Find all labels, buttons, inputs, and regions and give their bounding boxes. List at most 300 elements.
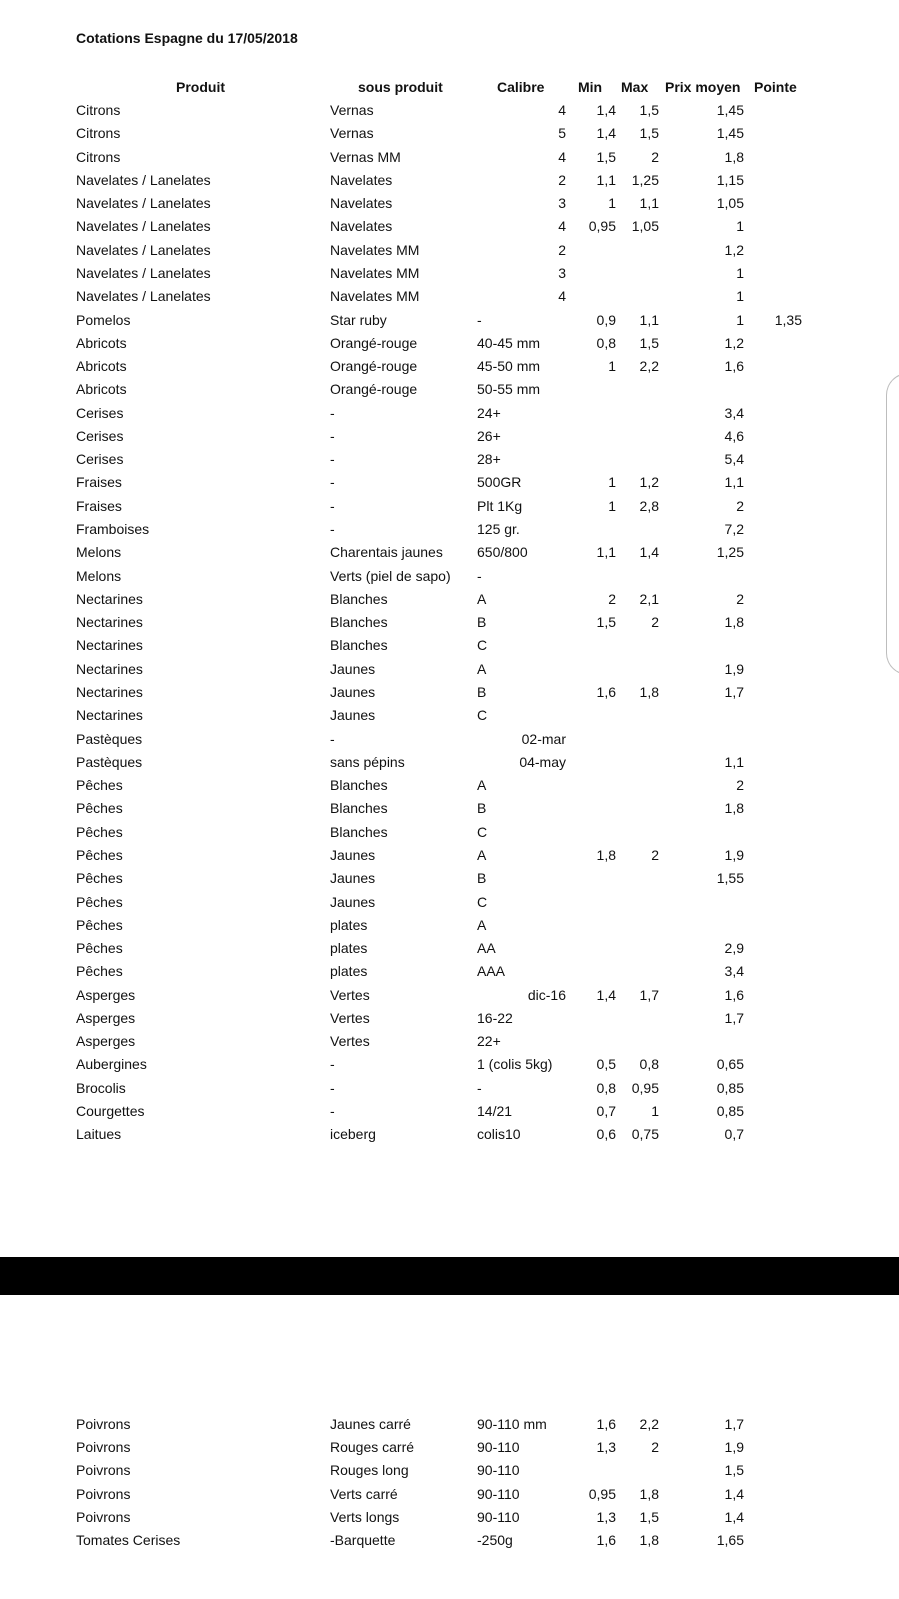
cell-produit: Nectarines <box>76 590 143 607</box>
cell-calibre: 125 gr. <box>477 521 520 538</box>
cell-sous-produit: Vertes <box>330 1009 370 1026</box>
cell-min: 1,8 <box>596 846 616 863</box>
cell-prix-moyen: 1,6 <box>724 358 744 375</box>
cell-prix-moyen: 1,25 <box>716 544 744 561</box>
cell-calibre: 1 (colis 5kg) <box>477 1056 553 1073</box>
cell-prix-moyen: 1,15 <box>716 171 744 188</box>
cell-pointe: 1,35 <box>774 311 802 328</box>
cell-prix-moyen: 1,8 <box>724 800 744 817</box>
cell-calibre: 4 <box>558 218 566 235</box>
cell-prix-moyen: 1 <box>736 288 744 305</box>
cell-sous-produit: Navelates MM <box>330 241 420 258</box>
cell-prix-moyen: 1,9 <box>724 1439 744 1456</box>
cell-sous-produit: Jaunes <box>330 846 376 863</box>
cell-prix-moyen: 1,2 <box>724 334 744 351</box>
cell-prix-moyen: 1,8 <box>724 614 744 631</box>
cell-produit: Cerises <box>76 427 124 444</box>
cell-calibre: AAA <box>477 963 506 980</box>
table-row <box>0 448 899 470</box>
cell-prix-moyen: 1 <box>736 311 744 328</box>
cell-produit: Navelates / Lanelates <box>76 171 211 188</box>
cell-produit: Pêches <box>76 963 123 980</box>
cell-sous-produit: Orangé-rouge <box>330 358 418 375</box>
cell-max: 1,5 <box>639 102 659 118</box>
cell-calibre: 3 <box>558 195 566 212</box>
cell-calibre: 50-55 mm <box>477 381 541 398</box>
cell-prix-moyen: 0,85 <box>716 1079 744 1096</box>
cell-sous-produit: iceberg <box>330 1126 376 1143</box>
cell-max: 1,05 <box>631 218 659 235</box>
cell-produit: Courgettes <box>76 1103 145 1120</box>
cell-sous-produit: Verts carré <box>330 1485 398 1502</box>
cell-calibre: 40-45 mm <box>477 334 541 351</box>
table-row <box>0 658 899 680</box>
cell-calibre: 4 <box>558 102 566 118</box>
cell-calibre: colis10 <box>477 1126 521 1143</box>
table-row <box>0 1123 899 1145</box>
cell-max: 1,8 <box>639 684 659 700</box>
cell-sous-produit: Vernas MM <box>330 148 401 165</box>
cell-prix-moyen: 1,7 <box>724 1009 744 1026</box>
cell-produit: Nectarines <box>76 684 143 700</box>
cell-sous-produit: Vertes <box>330 986 370 1003</box>
cell-max: 2 <box>651 148 659 165</box>
cell-prix-moyen: 2 <box>736 777 744 794</box>
cell-produit: Laitues <box>76 1126 122 1143</box>
cell-prix-moyen: 1,7 <box>724 684 744 700</box>
cell-min: 0,5 <box>596 1056 616 1073</box>
cell-min: 1,4 <box>596 102 616 118</box>
cell-produit: Navelates / Lanelates <box>76 218 211 235</box>
cell-produit: Nectarines <box>76 660 143 677</box>
table-row <box>0 844 899 866</box>
table-row <box>0 984 899 1006</box>
cell-sous-produit: Jaunes <box>330 660 376 677</box>
cell-produit: Poivrons <box>76 1439 131 1456</box>
cell-prix-moyen: 1,4 <box>724 1485 744 1502</box>
table-row <box>0 215 899 237</box>
cell-calibre: 90-110 <box>477 1462 520 1479</box>
cell-sous-produit: Navelates <box>330 171 393 188</box>
cell-calibre: A <box>477 916 487 933</box>
cell-prix-moyen: 1,1 <box>724 753 744 770</box>
header-pointe: Pointe <box>754 79 797 95</box>
cell-produit: Pêches <box>76 870 123 887</box>
cell-sous-produit: - <box>330 730 335 747</box>
cell-sous-produit: Blanches <box>330 614 388 631</box>
cell-prix-moyen: 0,85 <box>716 1103 744 1120</box>
cell-sous-produit: Blanches <box>330 590 388 607</box>
cell-max: 1,5 <box>639 1508 659 1525</box>
cell-produit: Asperges <box>76 1033 136 1050</box>
header-calibre: Calibre <box>497 79 545 95</box>
cell-min: 1,6 <box>596 1416 616 1432</box>
cell-prix-moyen: 1,45 <box>716 125 744 142</box>
cell-prix-moyen: 1,2 <box>724 241 744 258</box>
cell-prix-moyen: 1 <box>736 264 744 281</box>
table-row <box>0 239 899 261</box>
cell-sous-produit: Rouges long <box>330 1462 409 1479</box>
black-separator-band <box>0 1257 899 1295</box>
cell-max: 2 <box>651 846 659 863</box>
cell-calibre: 28+ <box>477 451 501 468</box>
cell-sous-produit: Verts (piel de sapo) <box>330 567 451 584</box>
cell-prix-moyen: 5,4 <box>724 451 744 468</box>
cell-produit: Citrons <box>76 102 121 118</box>
cell-max: 1 <box>651 1103 659 1120</box>
cell-produit: Navelates / Lanelates <box>76 241 211 258</box>
cell-calibre: 90-110 <box>477 1485 520 1502</box>
cell-sous-produit: - <box>330 451 335 468</box>
cell-prix-moyen: 1 <box>736 218 744 235</box>
cell-calibre: 3 <box>558 264 566 281</box>
cell-sous-produit: Vernas <box>330 102 374 118</box>
cell-sous-produit: sans pépins <box>330 753 405 770</box>
table-row <box>0 169 899 191</box>
cell-produit: Pêches <box>76 846 123 863</box>
table-row <box>0 1007 899 1029</box>
cell-produit: Nectarines <box>76 637 143 654</box>
cell-sous-produit: Navelates <box>330 218 393 235</box>
cell-max: 1,1 <box>639 311 659 328</box>
cell-max: 1,8 <box>639 1532 659 1548</box>
table-row <box>0 867 899 889</box>
cell-sous-produit: Blanches <box>330 777 388 794</box>
cell-calibre: 2 <box>558 171 566 188</box>
cell-calibre: 14/21 <box>477 1103 513 1120</box>
cell-sous-produit: Star ruby <box>330 311 387 328</box>
cell-sous-produit: Vertes <box>330 1033 370 1050</box>
cell-produit: Tomates Cerises <box>76 1532 181 1548</box>
cell-calibre: 90-110 mm <box>477 1416 547 1432</box>
cell-prix-moyen: 1,5 <box>724 1462 744 1479</box>
table-row <box>0 1436 899 1458</box>
table-row <box>0 728 899 750</box>
cell-sous-produit: - <box>330 521 335 538</box>
cell-calibre: 650/800 <box>477 544 528 561</box>
cell-calibre: 5 <box>558 125 566 142</box>
header-max: Max <box>621 79 649 95</box>
table-row <box>0 1529 899 1551</box>
cell-produit: Cerises <box>76 404 124 421</box>
cell-produit: Navelates / Lanelates <box>76 288 211 305</box>
table-row <box>0 1413 899 1435</box>
table-row <box>0 914 899 936</box>
table-row <box>0 1506 899 1528</box>
cell-produit: Pêches <box>76 916 123 933</box>
cell-produit: Pêches <box>76 940 123 957</box>
cell-prix-moyen: 1,55 <box>716 870 744 887</box>
cell-min: 1 <box>608 497 616 514</box>
cell-calibre: A <box>477 590 487 607</box>
table-row <box>0 704 899 726</box>
table-row <box>0 99 899 121</box>
cell-produit: Cerises <box>76 451 124 468</box>
table-row <box>0 1459 899 1481</box>
table-row <box>0 797 899 819</box>
cell-produit: Fraises <box>76 497 122 514</box>
cell-sous-produit: - <box>330 474 335 491</box>
table-row <box>0 122 899 144</box>
cell-prix-moyen: 1,05 <box>716 195 744 212</box>
cell-max: 1,8 <box>639 1485 659 1502</box>
cell-sous-produit: Jaunes <box>330 870 376 887</box>
cell-sous-produit: - <box>330 1079 335 1096</box>
cell-produit: Navelates / Lanelates <box>76 195 211 212</box>
cell-produit: Brocolis <box>76 1079 126 1096</box>
cell-produit: Poivrons <box>76 1462 131 1479</box>
cell-calibre: B <box>477 800 487 817</box>
cell-max: 1,5 <box>639 125 659 142</box>
cell-produit: Poivrons <box>76 1508 131 1525</box>
cell-calibre: A <box>477 846 487 863</box>
cell-min: 1,6 <box>596 684 616 700</box>
cell-prix-moyen: 2 <box>736 497 744 514</box>
header-produit: Produit <box>176 79 225 95</box>
cell-calibre: dic-16 <box>527 986 566 1003</box>
cell-produit: Navelates / Lanelates <box>76 264 211 281</box>
cell-sous-produit: Blanches <box>330 823 388 840</box>
table-row <box>0 681 899 703</box>
cell-sous-produit: Orangé-rouge <box>330 334 418 351</box>
cell-calibre: A <box>477 660 487 677</box>
cell-produit: Asperges <box>76 986 136 1003</box>
cell-prix-moyen: 4,6 <box>724 427 744 444</box>
cell-produit: Aubergines <box>76 1056 147 1073</box>
cell-calibre: 2 <box>558 241 566 258</box>
cell-prix-moyen: 2 <box>736 590 744 607</box>
table-row <box>0 937 899 959</box>
cell-max: 1,1 <box>639 195 659 212</box>
table-row <box>0 402 899 424</box>
cell-calibre: 90-110 <box>477 1508 520 1525</box>
cell-sous-produit: - <box>330 404 335 421</box>
cell-calibre: B <box>477 614 487 631</box>
cell-calibre: 500GR <box>477 474 522 491</box>
cell-calibre: 4 <box>558 148 566 165</box>
cell-max: 1,25 <box>631 171 659 188</box>
cell-min: 2 <box>608 590 616 607</box>
cell-max: 2,2 <box>639 358 659 375</box>
cell-calibre: B <box>477 870 487 887</box>
cell-sous-produit: Navelates MM <box>330 264 420 281</box>
cell-produit: Nectarines <box>76 614 143 631</box>
table-row <box>0 1053 899 1075</box>
cell-prix-moyen: 0,7 <box>724 1126 744 1143</box>
cell-min: 0,9 <box>596 311 616 328</box>
cell-calibre: 22+ <box>477 1033 501 1050</box>
table-row <box>0 821 899 843</box>
table-row <box>0 471 899 493</box>
cell-calibre: B <box>477 684 487 700</box>
cell-min: 0,95 <box>588 1485 616 1502</box>
cell-calibre: 90-110 <box>477 1439 520 1456</box>
cell-sous-produit: Charentais jaunes <box>330 544 443 561</box>
cell-calibre: C <box>477 637 488 654</box>
cell-sous-produit: - <box>330 1056 335 1073</box>
cell-produit: Asperges <box>76 1009 136 1026</box>
cell-min: 1,3 <box>596 1508 616 1525</box>
cell-min: 1,6 <box>596 1532 616 1548</box>
cell-sous-produit: Jaunes <box>330 893 376 910</box>
cell-calibre: - <box>477 567 482 584</box>
cell-sous-produit: - <box>330 1103 335 1120</box>
cell-min: 1,5 <box>596 614 616 631</box>
cell-produit: Nectarines <box>76 707 143 724</box>
cell-produit: Pêches <box>76 800 123 817</box>
cell-sous-produit: plates <box>330 916 368 933</box>
cell-min: 1,1 <box>596 171 616 188</box>
cell-prix-moyen: 1,9 <box>724 846 744 863</box>
table-row <box>0 309 899 331</box>
cell-sous-produit: Orangé-rouge <box>330 381 418 398</box>
cell-max: 0,75 <box>631 1126 659 1143</box>
table-row <box>0 1100 899 1122</box>
scroll-handle[interactable] <box>886 373 899 675</box>
table-header-row <box>0 76 899 98</box>
cell-sous-produit: Vernas <box>330 125 374 142</box>
cell-produit: Abricots <box>76 381 127 398</box>
cell-min: 1 <box>608 474 616 491</box>
table-row <box>0 751 899 773</box>
cell-prix-moyen: 1,45 <box>716 102 744 118</box>
cell-produit: Pêches <box>76 777 123 794</box>
cell-sous-produit: - <box>330 427 335 444</box>
cell-min: 1,5 <box>596 148 616 165</box>
table-row <box>0 588 899 610</box>
cell-produit: Abricots <box>76 358 127 375</box>
table-row <box>0 285 899 307</box>
table-row <box>0 634 899 656</box>
cell-sous-produit: plates <box>330 963 368 980</box>
table-row <box>0 1483 899 1505</box>
cell-produit: Citrons <box>76 125 121 142</box>
cell-produit: Pêches <box>76 893 123 910</box>
cell-sous-produit: Rouges carré <box>330 1439 415 1456</box>
cell-produit: Pêches <box>76 823 123 840</box>
cell-sous-produit: -Barquette <box>330 1532 396 1548</box>
table-row <box>0 495 899 517</box>
table-row <box>0 332 899 354</box>
cell-sous-produit: Navelates <box>330 195 393 212</box>
cell-sous-produit: Blanches <box>330 637 388 654</box>
cell-sous-produit: Verts longs <box>330 1508 400 1525</box>
cell-produit: Poivrons <box>76 1416 131 1432</box>
table-row <box>0 262 899 284</box>
cell-max: 2,8 <box>639 497 659 514</box>
cell-calibre: - <box>477 1079 482 1096</box>
cell-sous-produit: Jaunes <box>330 684 376 700</box>
cell-produit: Melons <box>76 567 122 584</box>
cell-min: 0,8 <box>596 334 616 351</box>
cell-max: 2,1 <box>639 590 659 607</box>
cell-produit: Fraises <box>76 474 122 491</box>
table-row <box>0 518 899 540</box>
cell-calibre: C <box>477 893 488 910</box>
cell-sous-produit: plates <box>330 940 368 957</box>
table-row <box>0 192 899 214</box>
cell-min: 1 <box>608 195 616 212</box>
cell-sous-produit: Blanches <box>330 800 388 817</box>
table-row <box>0 1030 899 1052</box>
cell-max: 1,4 <box>639 544 659 561</box>
cell-min: 1,4 <box>596 125 616 142</box>
cell-max: 0,8 <box>639 1056 659 1073</box>
cell-calibre: 16-22 <box>477 1009 513 1026</box>
cell-prix-moyen: 3,4 <box>724 963 744 980</box>
cell-produit: Pastèques <box>76 730 143 747</box>
cell-max: 2 <box>651 1439 659 1456</box>
cell-calibre: 24+ <box>477 404 501 421</box>
table-row <box>0 891 899 913</box>
cell-calibre: - <box>477 311 482 328</box>
cell-min: 1 <box>608 358 616 375</box>
cell-calibre: A <box>477 777 487 794</box>
cell-calibre: 4 <box>558 288 566 305</box>
cell-sous-produit: - <box>330 497 335 514</box>
cell-sous-produit: Jaunes <box>330 707 376 724</box>
header-sous-produit: sous produit <box>358 79 443 95</box>
table-row <box>0 355 899 377</box>
cell-calibre: C <box>477 823 488 840</box>
cell-calibre: 04-may <box>519 753 566 770</box>
cell-max: 2 <box>651 614 659 631</box>
table-row <box>0 565 899 587</box>
table-row <box>0 1077 899 1099</box>
table-row <box>0 960 899 982</box>
cell-min: 1,4 <box>596 986 616 1003</box>
cell-sous-produit: Navelates MM <box>330 288 420 305</box>
cell-sous-produit: Jaunes carré <box>330 1416 411 1432</box>
table-row <box>0 425 899 447</box>
cell-prix-moyen: 7,2 <box>724 521 744 538</box>
cell-max: 2,2 <box>639 1416 659 1432</box>
cell-min: 1,1 <box>596 544 616 561</box>
table-row <box>0 378 899 400</box>
cell-calibre: Plt 1Kg <box>477 497 523 514</box>
cell-min: 0,95 <box>588 218 616 235</box>
cell-calibre: C <box>477 707 488 724</box>
cell-min: 0,6 <box>596 1126 616 1143</box>
cell-max: 1,2 <box>639 474 659 491</box>
cell-calibre: 45-50 mm <box>477 358 541 375</box>
cell-calibre: -250g <box>477 1532 513 1548</box>
document-title: Cotations Espagne du 17/05/2018 <box>76 30 298 46</box>
cell-produit: Poivrons <box>76 1485 131 1502</box>
cell-prix-moyen: 1,8 <box>724 148 744 165</box>
header-prix-moyen: Prix moyen <box>665 79 741 95</box>
cell-prix-moyen: 1,9 <box>724 660 744 677</box>
table-row <box>0 146 899 168</box>
cell-prix-moyen: 3,4 <box>724 404 744 421</box>
cell-min: 0,8 <box>596 1079 616 1096</box>
cell-prix-moyen: 2,9 <box>724 940 744 957</box>
cell-min: 1,3 <box>596 1439 616 1456</box>
cell-max: 1,7 <box>639 986 659 1003</box>
cell-prix-moyen: 1,4 <box>724 1508 744 1525</box>
table-row <box>0 611 899 633</box>
cell-max: 1,5 <box>639 334 659 351</box>
cell-min: 0,7 <box>596 1103 616 1120</box>
table-row <box>0 774 899 796</box>
cell-calibre: 02-mar <box>521 730 566 747</box>
cell-prix-moyen: 0,65 <box>716 1056 744 1073</box>
cell-produit: Abricots <box>76 334 127 351</box>
cell-produit: Melons <box>76 544 122 561</box>
cell-produit: Pastèques <box>76 753 143 770</box>
cell-prix-moyen: 1,1 <box>724 474 744 491</box>
header-min: Min <box>578 79 603 95</box>
